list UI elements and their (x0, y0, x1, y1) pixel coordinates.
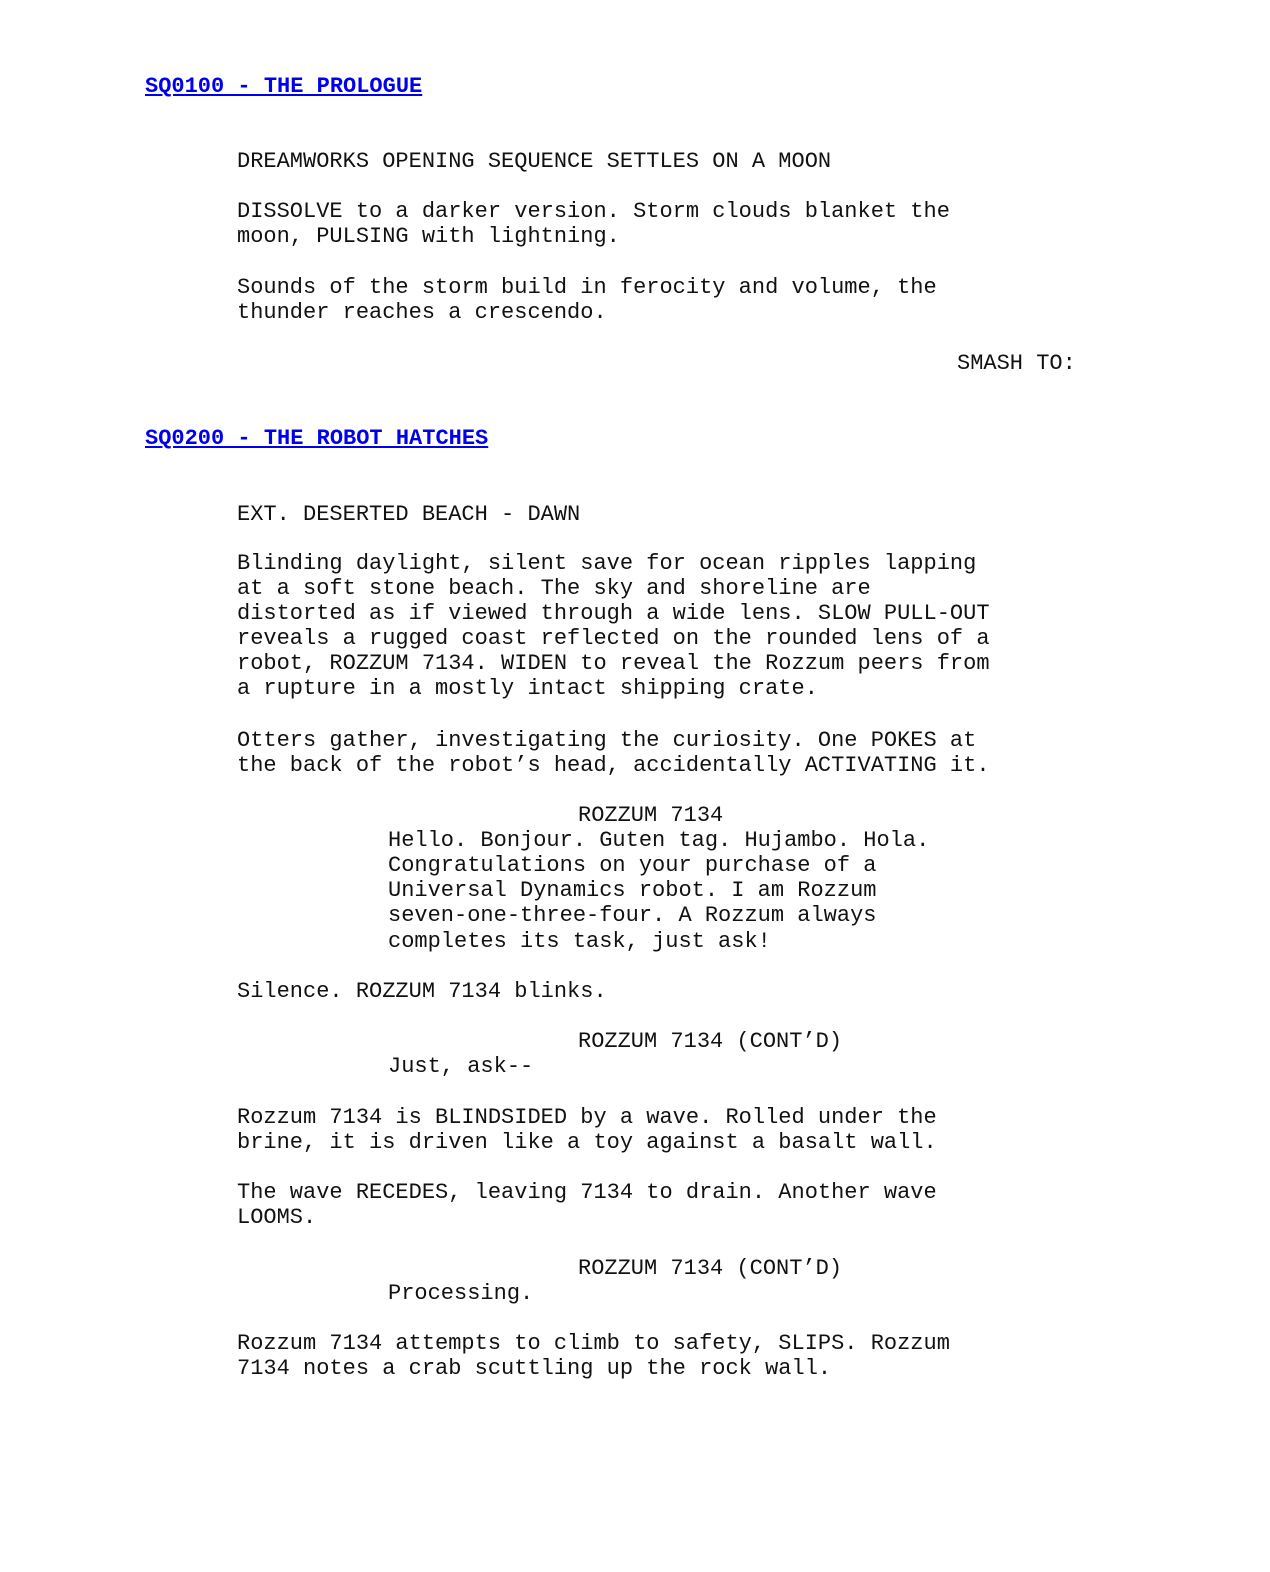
character-cue: ROZZUM 7134 (CONT’D) (578, 1029, 843, 1054)
action-line: Silence. ROZZUM 7134 blinks. (237, 979, 607, 1004)
action-line: Sounds of the storm build in ferocity and volume, the (237, 275, 937, 300)
action-line: the back of the robot’s head, accidentally ACTIVATING it. (237, 753, 990, 778)
action-line: DISSOLVE to a darker version. Storm clouds blanket the (237, 199, 950, 224)
action-line: reveals a rugged coast reflected on the rounded lens of a (237, 626, 990, 651)
action-line: Blinding daylight, silent save for ocean ripples lapping (237, 551, 977, 576)
action-line: 7134 notes a crab scuttling up the rock wall. (237, 1356, 832, 1381)
dialogue-line: seven-one-three-four. A Rozzum always (388, 903, 877, 928)
dialogue-line: Hello. Bonjour. Guten tag. Hujambo. Hola. (388, 828, 930, 853)
action-line: robot, ROZZUM 7134. WIDEN to reveal the Rozzum peers from (237, 651, 990, 676)
sequence-heading-link[interactable]: SQ0100 - THE PROLOGUE (145, 74, 423, 99)
action-line: Otters gather, investigating the curiosity. One POKES at (237, 728, 977, 753)
action-line: DREAMWORKS OPENING SEQUENCE SETTLES ON A MOON (237, 149, 832, 174)
dialogue-line: Universal Dynamics robot. I am Rozzum (388, 878, 877, 903)
action-line: Rozzum 7134 attempts to climb to safety, SLIPS. Rozzum (237, 1331, 950, 1356)
action-line: distorted as if viewed through a wide lens. SLOW PULL-OUT (237, 601, 990, 626)
action-line: LOOMS. (237, 1205, 317, 1230)
action-line: The wave RECEDES, leaving 7134 to drain. Another wave (237, 1180, 937, 1205)
action-line: at a soft stone beach. The sky and shoreline are (237, 576, 871, 601)
action-line: a rupture in a mostly intact shipping crate. (237, 676, 818, 701)
sequence-heading-link[interactable]: SQ0200 - THE ROBOT HATCHES (145, 426, 489, 451)
character-cue: ROZZUM 7134 (578, 803, 724, 828)
dialogue-line: Processing. (388, 1281, 534, 1306)
dialogue-line: completes its task, just ask! (388, 929, 771, 954)
action-line: thunder reaches a crescendo. (237, 300, 607, 325)
action-line: brine, it is driven like a toy against a basalt wall. (237, 1130, 937, 1155)
action-line: moon, PULSING with lightning. (237, 224, 620, 249)
transition-line: SMASH TO: (957, 351, 1076, 376)
dialogue-line: Congratulations on your purchase of a (388, 853, 877, 878)
character-cue: ROZZUM 7134 (CONT’D) (578, 1256, 843, 1281)
dialogue-line: Just, ask-- (388, 1054, 534, 1079)
action-line: Rozzum 7134 is BLINDSIDED by a wave. Rolled under the (237, 1105, 937, 1130)
scene-heading: EXT. DESERTED BEACH - DAWN (237, 502, 581, 527)
